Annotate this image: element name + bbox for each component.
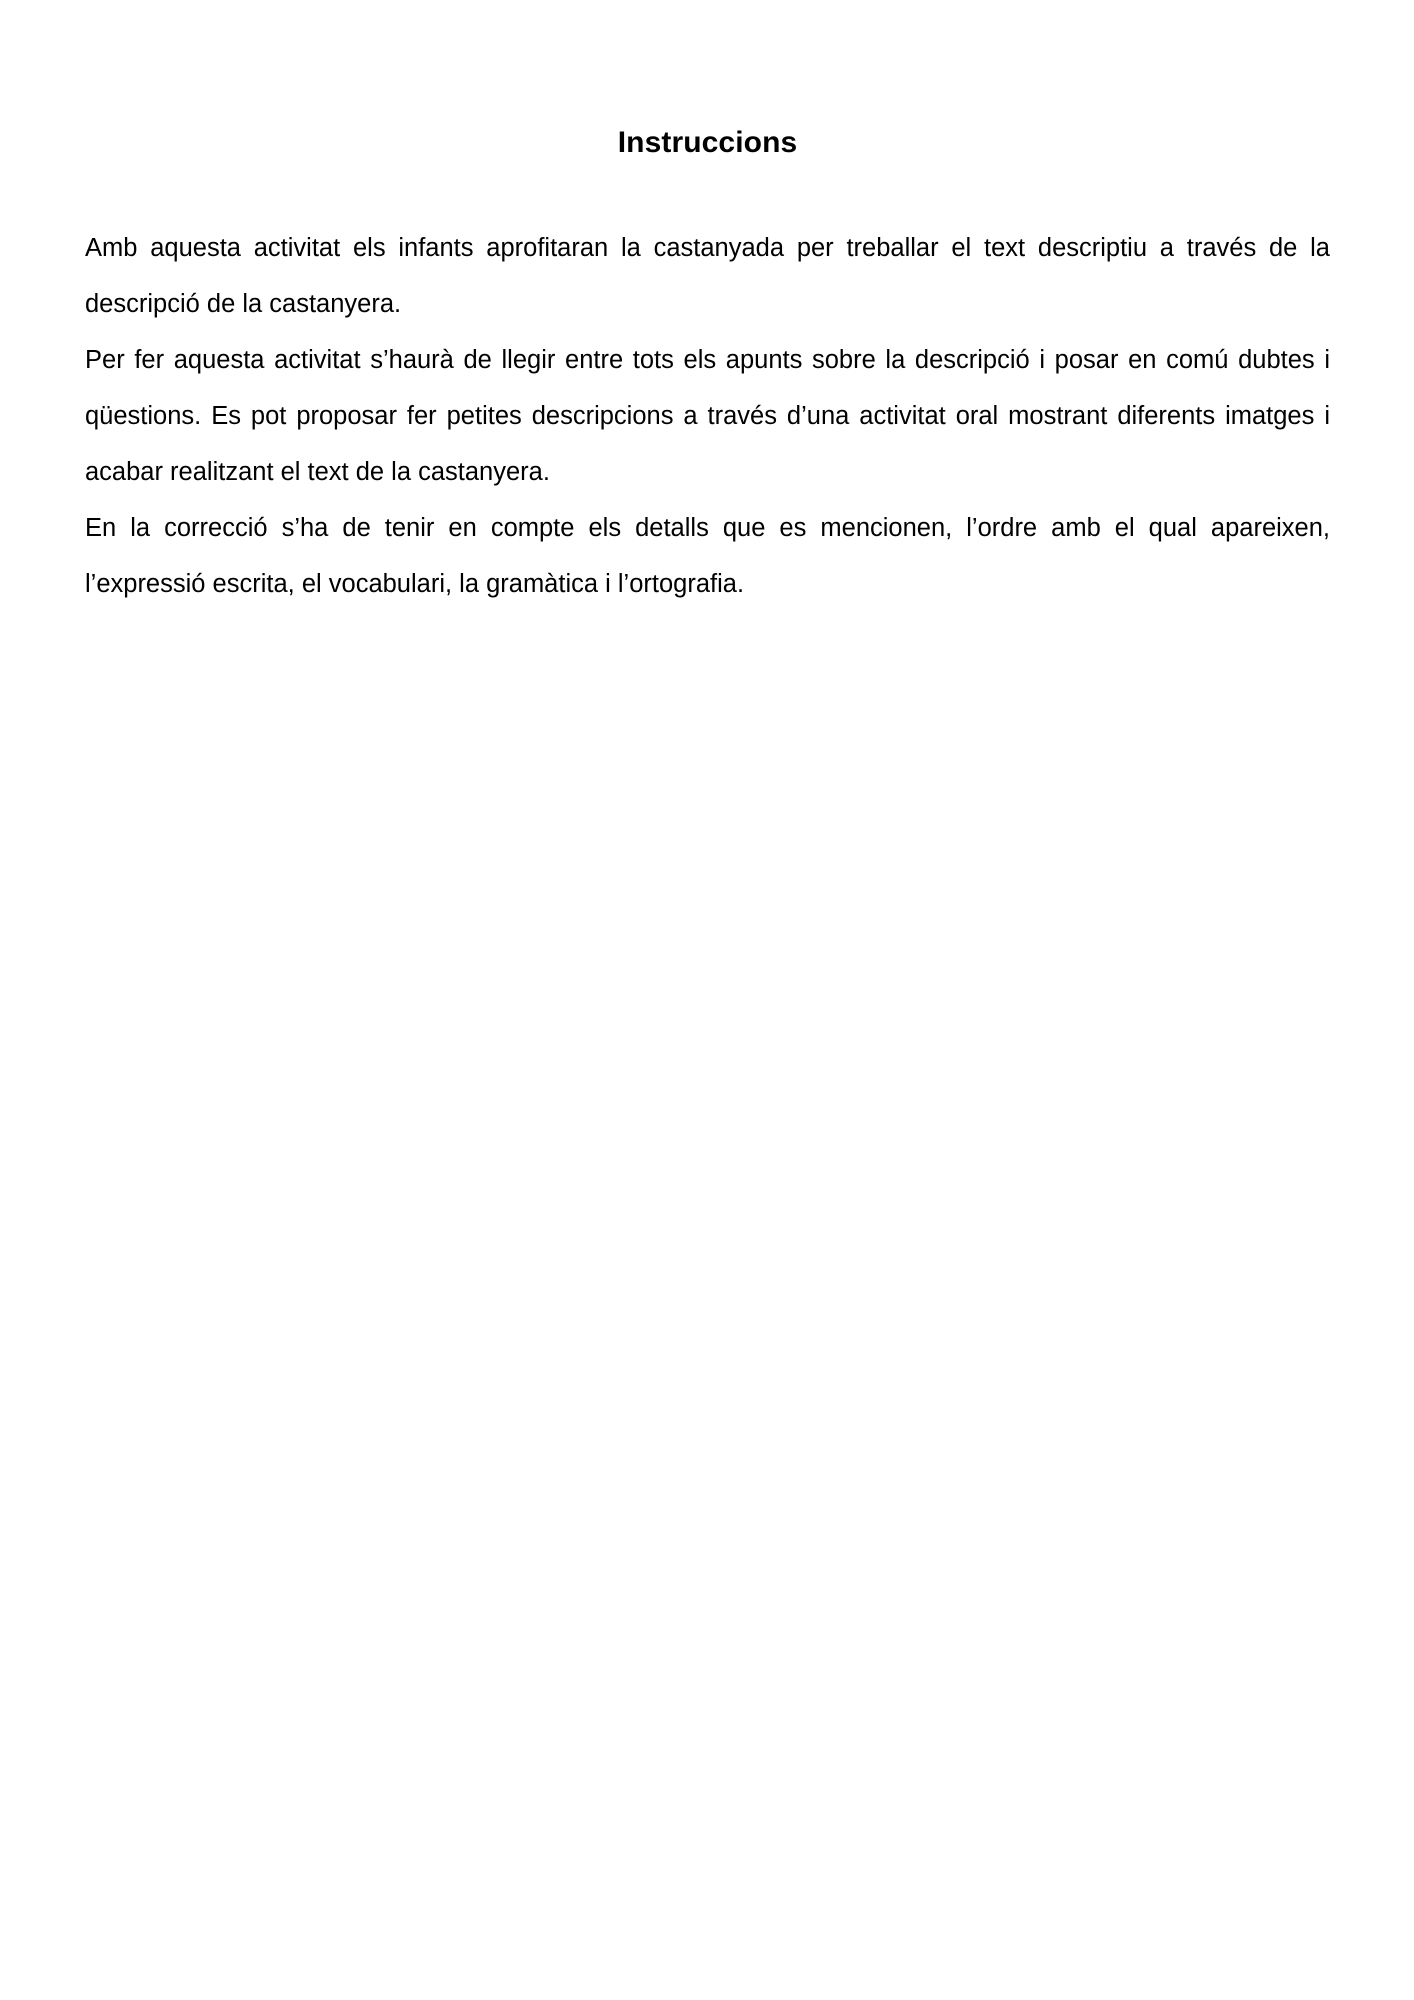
paragraph-correccio: En la correcció s’ha de tenir en compte els detalls que es mencionen, l’ordre amb el qual apareixen, l’expressió escrita, el vocabulari, la gramàtica i l’ortografia. xyxy=(85,514,1330,598)
paragraph-procediment: Per fer aquesta activitat s’haurà de llegir entre tots els apunts sobre la descripció i posar en comú dubtes i qüestions. Es pot proposar fer petites descripcions a través d’una activitat oral mostrant diferents imatges i acabar realitzant el text de la castanyera. xyxy=(85,346,1330,486)
document-content xyxy=(85,0,1330,612)
document-body xyxy=(85,220,1330,612)
paragraph-intro: Amb aquesta activitat els infants aprofitaran la castanyada per treballar el text descriptiu a través de la descripció de la castanyera. xyxy=(85,234,1330,318)
page-title: Instruccions xyxy=(617,126,798,159)
